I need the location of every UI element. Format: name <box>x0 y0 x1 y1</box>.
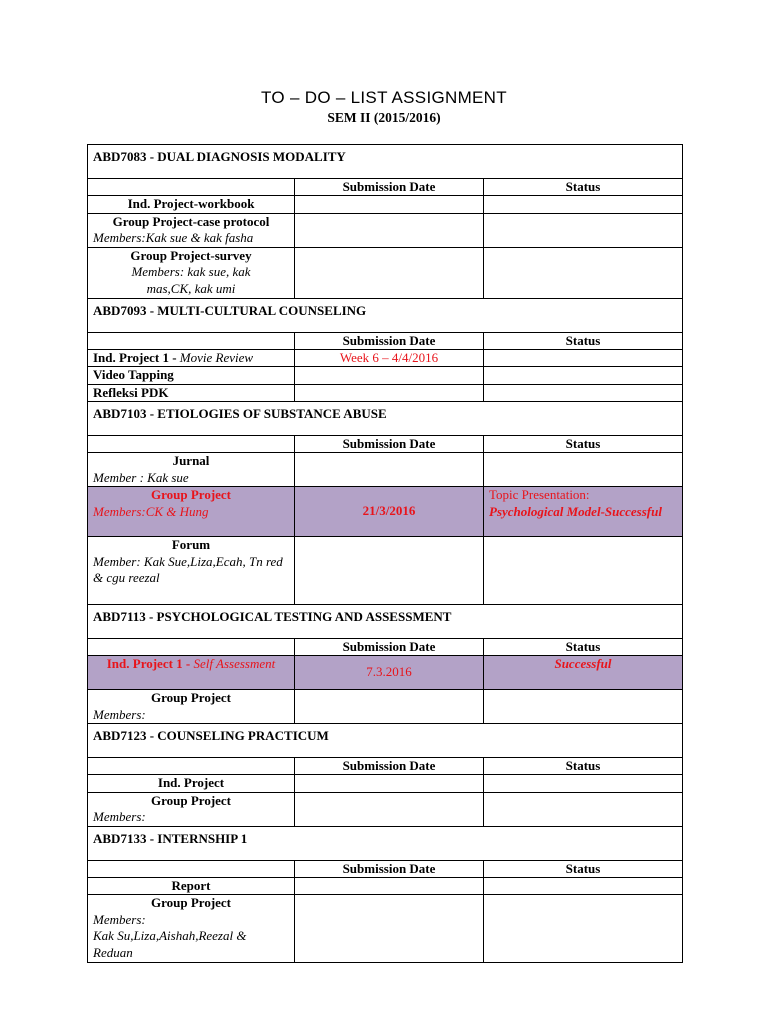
table-row <box>88 213 683 247</box>
status-topic: Topic Presentation: <box>489 487 590 502</box>
course-row <box>88 605 683 639</box>
task-cell <box>88 349 295 367</box>
task-name-detail: Self Assessment <box>193 656 276 671</box>
task-status <box>484 213 683 247</box>
task-status <box>484 792 683 826</box>
task-cell <box>88 247 295 298</box>
submission-date <box>295 247 484 298</box>
table-row <box>88 895 683 963</box>
semester-subtitle: SEM II (2015/2016) <box>327 110 441 125</box>
task-status <box>484 247 683 298</box>
table-row <box>88 367 683 385</box>
table-row <box>88 247 683 298</box>
submission-date <box>295 196 484 214</box>
table-row <box>88 690 683 724</box>
task-status <box>484 384 683 402</box>
submission-date <box>295 792 484 826</box>
task-name: Ind. Project-workbook <box>88 196 295 214</box>
task-members: Members: <box>93 809 146 824</box>
course-row <box>88 826 683 860</box>
task-status <box>484 895 683 963</box>
submission-date <box>295 213 484 247</box>
submission-date <box>295 367 484 385</box>
submission-date <box>295 453 484 487</box>
submission-date <box>295 895 484 963</box>
course-title: ABD7103 - ETIOLOGIES OF SUBSTANCE ABUSE <box>88 402 683 436</box>
submission-date <box>295 384 484 402</box>
task-members: Member : Kak sue <box>93 469 189 485</box>
table-row <box>88 487 683 537</box>
table-row <box>88 792 683 826</box>
task-name: Report <box>88 877 295 895</box>
task-name: Group Project <box>150 487 232 502</box>
submission-date: Week 6 – 4/4/2016 <box>295 349 484 367</box>
submission-date-header: Submission Date <box>295 332 484 349</box>
task-name: Jurnal <box>172 453 210 468</box>
status-header: Status <box>484 179 683 196</box>
task-name: Group Project-survey <box>130 247 252 263</box>
submission-date: 21/3/2016 <box>295 487 484 537</box>
status-result: Psychological Model-Successful <box>489 503 662 519</box>
column-header-row <box>88 860 683 877</box>
task-members: Members:CK & Hung <box>93 503 209 519</box>
task-cell <box>88 453 295 487</box>
table-row <box>88 537 683 605</box>
task-members: Members: <box>93 706 146 722</box>
task-status <box>484 690 683 724</box>
task-name: Group Project <box>150 792 232 808</box>
table-row <box>88 775 683 793</box>
task-cell <box>88 213 295 247</box>
submission-date <box>295 690 484 724</box>
task-name: Ind. Project 1 - <box>93 349 180 365</box>
task-status: Successful <box>484 656 683 690</box>
task-name: Ind. Project <box>88 775 295 793</box>
submission-date-header: Submission Date <box>295 860 484 877</box>
task-status <box>484 367 683 385</box>
course-title: ABD7123 - COUNSELING PRACTICUM <box>88 724 683 758</box>
task-name: Video Tapping <box>88 367 295 385</box>
task-cell <box>88 537 295 605</box>
course-title: ABD7093 - MULTI-CULTURAL COUNSELING <box>88 298 683 332</box>
assignment-table <box>87 144 683 963</box>
task-name: Group Project-case protocol <box>112 213 270 229</box>
course-title: ABD7133 - INTERNSHIP 1 <box>88 826 683 860</box>
table-row <box>88 196 683 214</box>
course-row <box>88 145 683 179</box>
task-name-detail: Movie Review <box>179 349 254 365</box>
course-row <box>88 402 683 436</box>
task-members: Members: kak sue, kak mas,CK, kak umi <box>131 264 251 296</box>
submission-date <box>295 537 484 605</box>
task-cell <box>88 656 295 690</box>
task-status <box>484 775 683 793</box>
submission-date-header: Submission Date <box>295 639 484 656</box>
course-title: ABD7113 - PSYCHOLOGICAL TESTING AND ASSESSMENT <box>88 605 683 639</box>
submission-date-header: Submission Date <box>295 179 484 196</box>
column-header-row <box>88 436 683 453</box>
course-row <box>88 724 683 758</box>
task-members: Members:Kak sue & kak fasha <box>93 230 254 245</box>
task-members: Member: Kak Sue,Liza,Ecah, Tn red & cgu reezal <box>93 553 283 585</box>
submission-date: 7.3.2016 <box>295 656 484 690</box>
task-name: Group Project <box>150 690 232 705</box>
table-row <box>88 877 683 895</box>
task-cell <box>88 792 295 826</box>
task-status <box>484 196 683 214</box>
task-members: Members: <box>93 911 146 927</box>
submission-date-header: Submission Date <box>295 758 484 775</box>
column-header-row <box>88 179 683 196</box>
task-cell <box>88 487 295 537</box>
table-row <box>88 453 683 487</box>
column-header-row <box>88 639 683 656</box>
status-header: Status <box>484 860 683 877</box>
task-status <box>484 487 683 537</box>
table-row <box>88 656 683 690</box>
task-name: Ind. Project 1 - <box>106 656 194 671</box>
table-row <box>88 349 683 367</box>
task-name: Forum <box>171 537 211 552</box>
table-row <box>88 384 683 402</box>
task-status <box>484 453 683 487</box>
task-status <box>484 349 683 367</box>
task-cell <box>88 895 295 963</box>
submission-date <box>295 877 484 895</box>
course-row <box>88 298 683 332</box>
status-header: Status <box>484 758 683 775</box>
submission-date <box>295 775 484 793</box>
course-title: ABD7083 - DUAL DIAGNOSIS MODALITY <box>88 145 683 179</box>
status-header: Status <box>484 436 683 453</box>
task-name: Refleksi PDK <box>88 384 295 402</box>
submission-date-header: Submission Date <box>295 436 484 453</box>
task-status <box>484 877 683 895</box>
status-header: Status <box>484 639 683 656</box>
status-header: Status <box>484 332 683 349</box>
document-title: TO – DO – LIST ASSIGNMENT <box>261 88 507 107</box>
column-header-row <box>88 758 683 775</box>
task-cell <box>88 690 295 724</box>
task-status <box>484 537 683 605</box>
task-name: Group Project <box>150 895 232 910</box>
column-header-row <box>88 332 683 349</box>
task-members: Kak Su,Liza,Aishah,Reezal & Reduan <box>93 928 247 960</box>
